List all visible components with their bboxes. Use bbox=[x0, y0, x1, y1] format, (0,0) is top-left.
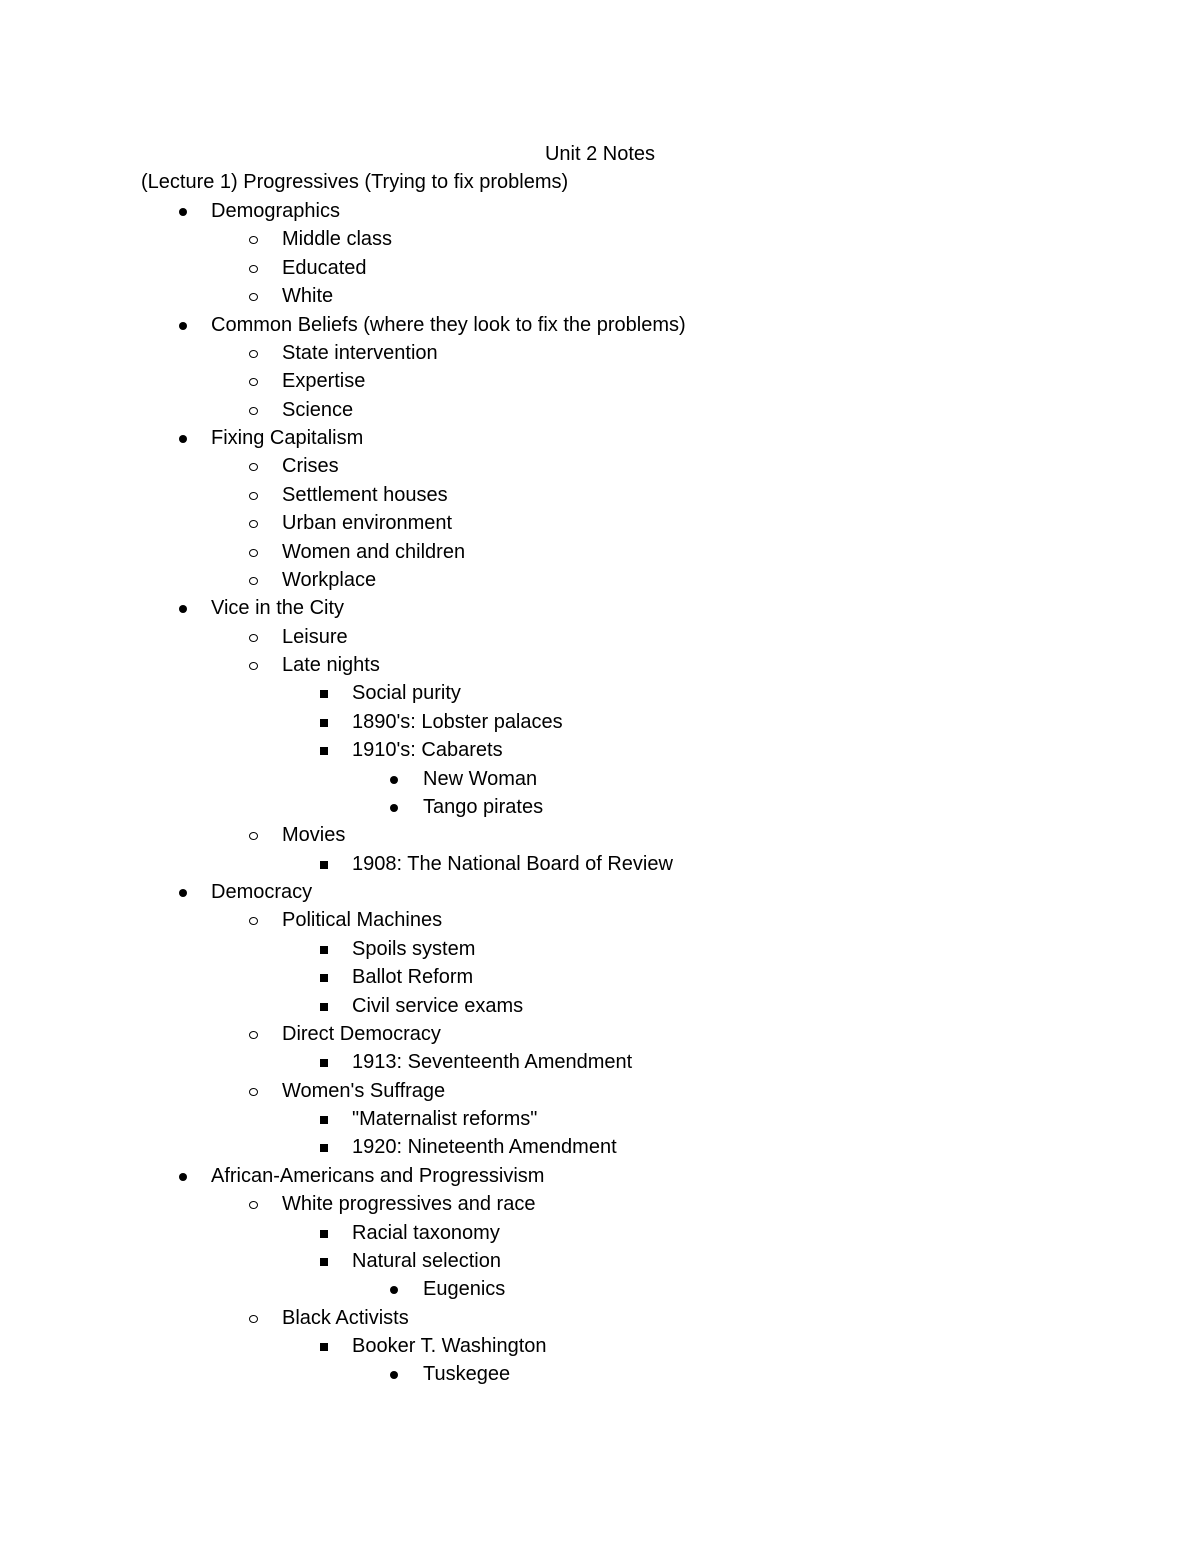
outline-item bbox=[0, 1048, 1200, 1076]
outline-item-text: Fixing Capitalism bbox=[211, 427, 364, 449]
outline-item-text: 1890's: Lobster palaces bbox=[352, 710, 563, 733]
outline-item bbox=[0, 197, 1200, 225]
outline-item bbox=[0, 452, 1200, 480]
outline-item bbox=[0, 708, 1200, 736]
outline-item-text: Science bbox=[282, 398, 354, 421]
bullet-disc-icon bbox=[179, 1173, 187, 1181]
outline-item-text: African-Americans and Progressivism bbox=[211, 1164, 545, 1187]
bullet-circle-icon bbox=[249, 378, 258, 386]
outline-item bbox=[0, 1275, 1200, 1303]
outline-item bbox=[0, 1077, 1200, 1105]
outline-item bbox=[0, 566, 1200, 594]
outline-item-text: Common Beliefs (where they look to fix the problems) bbox=[211, 313, 686, 336]
outline-item-text: Political Machines bbox=[282, 909, 443, 932]
bullet-square-icon bbox=[320, 1258, 328, 1266]
outline-item-text: Tango pirates bbox=[423, 795, 544, 818]
bullet-square-icon bbox=[320, 1343, 328, 1351]
outline-item-text: Direct Democracy bbox=[282, 1022, 441, 1045]
bullet-square-icon bbox=[320, 946, 328, 954]
outline-item bbox=[0, 509, 1200, 537]
outline-item bbox=[0, 850, 1200, 878]
outline-item-text: 1913: Seventeenth Amendment bbox=[352, 1051, 633, 1074]
bullet-circle-icon bbox=[249, 265, 258, 273]
outline-item-text: Black Activists bbox=[282, 1306, 409, 1329]
outline-item-text: Demographics bbox=[211, 200, 340, 222]
outline-item bbox=[0, 1304, 1200, 1332]
outline-item bbox=[0, 1020, 1200, 1048]
bullet-circle-icon bbox=[249, 492, 258, 500]
outline-item-text: Natural selection bbox=[352, 1249, 501, 1272]
bullet-circle-icon bbox=[249, 1088, 258, 1096]
outline-item-text: Settlement houses bbox=[282, 483, 448, 506]
outline-item bbox=[0, 1190, 1200, 1218]
bullet-circle-icon bbox=[249, 917, 258, 925]
document-title: Unit 2 Notes bbox=[544, 143, 656, 165]
outline-item-text: New Woman bbox=[423, 767, 538, 790]
bullet-circle-icon bbox=[249, 634, 258, 642]
outline-item-text: Civil service exams bbox=[352, 994, 524, 1017]
bullet-circle-icon bbox=[249, 350, 258, 358]
bullet-square-icon bbox=[320, 1116, 328, 1124]
outline-item-text: 1920: Nineteenth Amendment bbox=[352, 1136, 617, 1159]
bullet-square-icon bbox=[320, 719, 328, 727]
outline-item-text: Women and children bbox=[282, 540, 466, 563]
outline-item bbox=[0, 254, 1200, 282]
outline-item bbox=[0, 481, 1200, 509]
outline-item-text: Booker T. Washington bbox=[352, 1335, 547, 1357]
outline-item-text: Leisure bbox=[282, 625, 348, 648]
bullet-circle-icon bbox=[249, 1315, 258, 1323]
bullet-circle-icon bbox=[249, 463, 258, 471]
outline-item-text: Urban environment bbox=[282, 512, 453, 535]
outline-item bbox=[0, 1162, 1200, 1190]
outline-item-text: Eugenics bbox=[423, 1278, 506, 1301]
outline-item-text: Social purity bbox=[352, 682, 461, 705]
outline-item bbox=[0, 1247, 1200, 1275]
bullet-circle-icon bbox=[249, 662, 258, 670]
outline-item bbox=[0, 736, 1200, 764]
bullet-circle-icon bbox=[249, 549, 258, 557]
notes-outline bbox=[0, 197, 1200, 1389]
outline-item-text: State intervention bbox=[282, 341, 438, 364]
bullet-square-icon bbox=[320, 1059, 328, 1067]
outline-item bbox=[0, 396, 1200, 424]
bullet-circle-icon bbox=[249, 293, 258, 301]
bullet-disc-icon bbox=[390, 1371, 398, 1379]
bullet-square-icon bbox=[320, 690, 328, 698]
outline-item bbox=[0, 821, 1200, 849]
outline-item-text: Democracy bbox=[211, 881, 313, 903]
outline-item bbox=[0, 367, 1200, 395]
bullet-square-icon bbox=[320, 974, 328, 982]
outline-item bbox=[0, 1105, 1200, 1133]
outline-item-text: Spoils system bbox=[352, 937, 476, 960]
bullet-disc-icon bbox=[179, 889, 187, 897]
outline-item-text: Expertise bbox=[282, 370, 366, 393]
bullet-circle-icon bbox=[249, 236, 258, 244]
bullet-disc-icon bbox=[179, 208, 187, 216]
bullet-square-icon bbox=[320, 1144, 328, 1152]
bullet-square-icon bbox=[320, 861, 328, 869]
outline-item-text: Middle class bbox=[282, 228, 393, 251]
outline-item-text: Racial taxonomy bbox=[352, 1221, 500, 1244]
bullet-disc-icon bbox=[390, 1286, 398, 1294]
outline-item bbox=[0, 339, 1200, 367]
outline-item bbox=[0, 1360, 1200, 1388]
outline-item bbox=[0, 935, 1200, 963]
lecture-heading: (Lecture 1) Progressives (Trying to fix problems) bbox=[141, 171, 569, 193]
bullet-disc-icon bbox=[179, 322, 187, 330]
outline-item-text: White progressives and race bbox=[282, 1193, 536, 1216]
bullet-square-icon bbox=[320, 1003, 328, 1011]
outline-item-text: Late nights bbox=[282, 654, 380, 676]
outline-item-text: 1910's: Cabarets bbox=[352, 739, 503, 762]
outline-item bbox=[0, 765, 1200, 793]
outline-item-text: Crises bbox=[282, 455, 339, 478]
outline-item bbox=[0, 1332, 1200, 1360]
outline-item bbox=[0, 651, 1200, 679]
outline-item bbox=[0, 992, 1200, 1020]
outline-item-text: Vice in the City bbox=[211, 597, 345, 620]
outline-item bbox=[0, 679, 1200, 707]
bullet-disc-icon bbox=[179, 435, 187, 443]
outline-item bbox=[0, 963, 1200, 991]
bullet-disc-icon bbox=[179, 605, 187, 613]
outline-item-text: Women's Suffrage bbox=[282, 1079, 446, 1102]
outline-item-text: Tuskegee bbox=[423, 1363, 511, 1386]
outline-item-text: Movies bbox=[282, 824, 346, 847]
outline-item bbox=[0, 282, 1200, 310]
outline-item-text: 1908: The National Board of Review bbox=[352, 852, 673, 875]
outline-item bbox=[0, 424, 1200, 452]
bullet-disc-icon bbox=[390, 804, 398, 812]
outline-item-text: Workplace bbox=[282, 568, 377, 591]
bullet-disc-icon bbox=[390, 776, 398, 784]
bullet-circle-icon bbox=[249, 577, 258, 585]
outline-item-text: White bbox=[282, 285, 334, 308]
bullet-circle-icon bbox=[249, 1201, 258, 1209]
bullet-circle-icon bbox=[249, 520, 258, 528]
outline-item-text: "Maternalist reforms" bbox=[352, 1108, 538, 1130]
bullet-square-icon bbox=[320, 1230, 328, 1238]
outline-item bbox=[0, 1133, 1200, 1161]
outline-item bbox=[0, 793, 1200, 821]
bullet-circle-icon bbox=[249, 832, 258, 840]
outline-item bbox=[0, 906, 1200, 934]
outline-item bbox=[0, 1219, 1200, 1247]
outline-item bbox=[0, 594, 1200, 622]
outline-item bbox=[0, 538, 1200, 566]
outline-item-text: Ballot Reform bbox=[352, 966, 474, 989]
outline-item bbox=[0, 878, 1200, 906]
outline-item bbox=[0, 311, 1200, 339]
outline-item-text: Educated bbox=[282, 256, 367, 279]
bullet-square-icon bbox=[320, 747, 328, 755]
bullet-circle-icon bbox=[249, 407, 258, 415]
outline-item bbox=[0, 623, 1200, 651]
bullet-circle-icon bbox=[249, 1031, 258, 1039]
outline-item bbox=[0, 225, 1200, 253]
